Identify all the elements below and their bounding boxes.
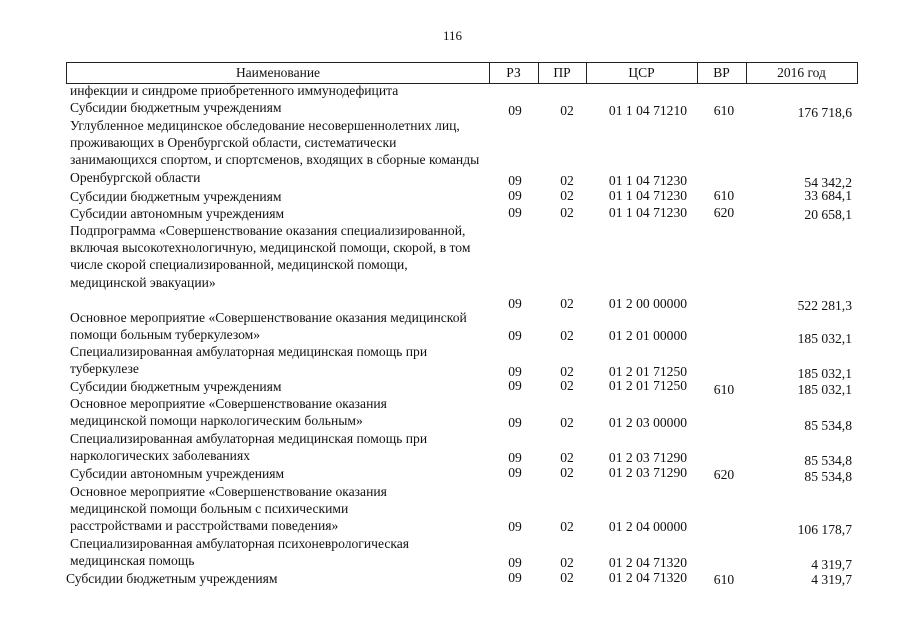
row-vr: 620 (713, 467, 735, 482)
row-amount: 20 658,1 (804, 207, 852, 222)
row-rz: 09 (508, 188, 522, 203)
row-name: Специализированная амбулаторная медицинская помощь при наркологических заболеваниях (70, 431, 428, 464)
row-amount: 522 281,3 (797, 298, 852, 313)
row-csr: 01 1 04 71210 (608, 103, 688, 118)
row-rz: 09 (508, 173, 522, 188)
row-csr: 01 2 04 71320 (608, 570, 688, 585)
header-csr: ЦСР (586, 62, 698, 84)
row-csr: 01 1 04 71230 (608, 188, 688, 203)
row-pr: 02 (560, 465, 574, 480)
row-rz: 09 (508, 296, 522, 311)
row-amount: 4 319,7 (811, 572, 852, 587)
row-rz: 09 (508, 570, 522, 585)
row-vr: 610 (713, 382, 735, 397)
row-csr: 01 2 03 71290 (608, 465, 688, 480)
row-name: Углубленное медицинское обследование несовершеннолетних лиц, проживающих в Оренбургской области, систематически занимающихся спортом, и спортсменов, входящих в сборные команды Оренбургской области (70, 118, 480, 185)
row-vr: 610 (713, 188, 735, 203)
row-name: Подпрограмма «Совершенствование оказания специализированной, включая высокотехнологичную, медицинской помощи, скорой, в том числе скорой специализированной, медицинской помощи, медицинской эвакуации» (70, 223, 471, 290)
row-rz: 09 (508, 450, 522, 465)
row-pr: 02 (560, 296, 574, 311)
header-pr: ПР (538, 62, 587, 84)
row-csr: 01 2 03 00000 (608, 415, 688, 430)
row-pr: 02 (560, 328, 574, 343)
row-amount: 54 342,2 (804, 175, 852, 190)
row-amount: 185 032,1 (797, 331, 852, 346)
row-csr: 01 2 01 71250 (608, 364, 688, 379)
row-amount: 85 534,8 (804, 453, 852, 468)
row-amount: 106 178,7 (797, 522, 852, 537)
page-number: 116 (442, 28, 463, 43)
row-name: Основное мероприятие «Совершенствование оказания медицинской помощи больным с психическими расстройствами и расстройствами поведения» (70, 484, 387, 534)
row-amount: 4 319,7 (811, 557, 852, 572)
row-csr: 01 1 04 71230 (608, 205, 688, 220)
row-pr: 02 (560, 173, 574, 188)
row-rz: 09 (508, 364, 522, 379)
row-csr: 01 2 04 00000 (608, 519, 688, 534)
header-year: 2016 год (746, 62, 858, 84)
row-pr: 02 (560, 205, 574, 220)
row-name: Основное мероприятие «Совершенствование оказания медицинской помощи больным туберкулезом» (70, 310, 467, 343)
row-amount: 185 032,1 (797, 366, 852, 381)
row-pr: 02 (560, 364, 574, 379)
row-name: Специализированная амбулаторная медицинская помощь при туберкулезе (70, 344, 428, 377)
header-rz: РЗ (489, 62, 539, 84)
row-amount: 176 718,6 (797, 105, 852, 120)
row-name: Субсидии бюджетным учреждениям (70, 379, 282, 394)
row-name: Субсидии бюджетным учреждениям (70, 189, 282, 204)
row-rz: 09 (508, 205, 522, 220)
row-amount: 33 684,1 (804, 188, 852, 203)
row-csr: 01 2 00 00000 (608, 296, 688, 311)
row-name: Специализированная амбулаторная психоневрологическая медицинская помощь (70, 536, 410, 569)
header-vr: ВР (697, 62, 747, 84)
row-csr: 01 2 03 71290 (608, 450, 688, 465)
row-rz: 09 (508, 555, 522, 570)
row-amount: 85 534,8 (804, 418, 852, 433)
row-name: Основное мероприятие «Совершенствование оказания медицинской помощи наркологическим больным» (70, 396, 387, 429)
row-name: инфекции и синдроме приобретенного иммунодефицита (70, 83, 399, 98)
row-pr: 02 (560, 450, 574, 465)
row-pr: 02 (560, 103, 574, 118)
row-rz: 09 (508, 103, 522, 118)
row-rz: 09 (508, 328, 522, 343)
row-name: Субсидии автономным учреждениям (70, 466, 285, 481)
header-name: Наименование (66, 62, 490, 84)
row-csr: 01 2 04 71320 (608, 555, 688, 570)
row-pr: 02 (560, 188, 574, 203)
row-csr: 01 1 04 71230 (608, 173, 688, 188)
row-pr: 02 (560, 570, 574, 585)
row-rz: 09 (508, 465, 522, 480)
row-name: Субсидии бюджетным учреждениям (70, 100, 282, 115)
row-name: Субсидии бюджетным учреждениям (66, 571, 278, 586)
row-rz: 09 (508, 415, 522, 430)
row-vr: 610 (713, 572, 735, 587)
row-pr: 02 (560, 519, 574, 534)
row-name: Субсидии автономным учреждениям (70, 206, 285, 221)
row-csr: 01 2 01 71250 (608, 378, 688, 393)
row-csr: 01 2 01 00000 (608, 328, 688, 343)
row-pr: 02 (560, 555, 574, 570)
row-rz: 09 (508, 378, 522, 393)
row-pr: 02 (560, 415, 574, 430)
row-pr: 02 (560, 378, 574, 393)
row-rz: 09 (508, 519, 522, 534)
row-vr: 620 (713, 205, 735, 220)
row-vr: 610 (713, 103, 735, 118)
row-amount: 85 534,8 (804, 469, 852, 484)
row-amount: 185 032,1 (797, 382, 852, 397)
